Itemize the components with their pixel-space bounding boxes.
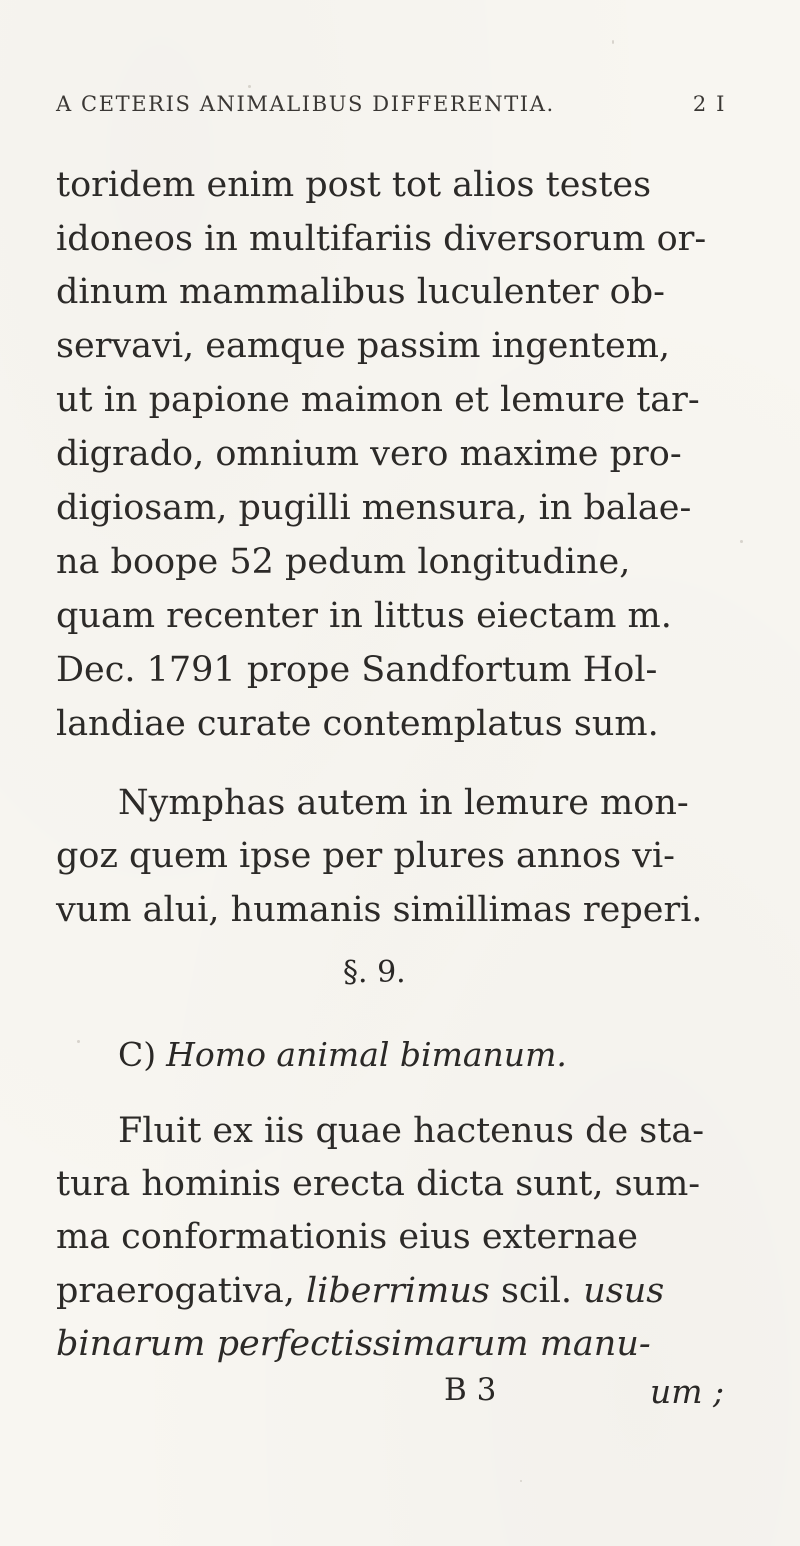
running-head [56, 92, 756, 116]
paragraph-2-line: Nymphas autem in lemure mon- [118, 783, 689, 823]
page-number: 2 I [692, 92, 726, 116]
paragraph-2-line: vum alui, humanis simillimas reperi. [56, 890, 703, 930]
paragraph-1-line: dinum mammalibus luculenter ob- [56, 272, 665, 312]
paragraph-1-line: digrado, omnium vero maxime pro- [56, 434, 682, 474]
paragraph-3-text: praerogativa, [56, 1271, 295, 1311]
paragraph-1-line: na boope 52 pedum longitudine, [56, 542, 631, 582]
catchword: um ; [650, 1372, 725, 1411]
paper-speck [77, 1040, 80, 1043]
paragraph-1-line: servavi, eamque passim ingentem, [56, 326, 671, 366]
paragraph-1-line: digiosam, pugilli mensura, in balae- [56, 488, 692, 528]
paragraph-3-text: scil. [500, 1271, 573, 1311]
paragraph-3-line: Fluit ex iis quae hactenus de sta- [118, 1111, 705, 1151]
paragraph-3-line: binarum perfectissimarum manu- [56, 1324, 651, 1364]
paragraph-1-line: landiae curate contemplatus sum. [56, 704, 659, 744]
paragraph-1-line: Dec. 1791 prope Sandfortum Hol- [56, 650, 658, 690]
paper-speck [520, 1480, 522, 1482]
paragraph-3-italic: liberrimus [305, 1271, 490, 1311]
paragraph-1-line: ut in papione maimon et lemure tar- [56, 380, 700, 420]
paragraph-3-line: tura hominis erecta dicta sunt, sum- [56, 1164, 701, 1204]
signature-mark: B 3 [444, 1372, 497, 1408]
subheading-title: Homo animal bimanum. [166, 1035, 567, 1074]
paper-speck [248, 85, 251, 88]
paragraph-3-italic: usus [583, 1271, 665, 1311]
paper-speck [612, 40, 614, 44]
paragraph-3-line: ma conformationis eius externae [56, 1217, 638, 1257]
paragraph-2-line: goz quem ipse per plures annos vi- [56, 836, 675, 876]
paragraph-1-line: idoneos in multifariis diversorum or- [56, 219, 707, 259]
subheading [118, 1035, 567, 1074]
paragraph-3-line [56, 1271, 665, 1311]
running-head-title: A CETERIS ANIMALIBUS DIFFERENTIA. [56, 92, 555, 116]
paper-speck [740, 540, 743, 543]
paragraph-1-line: toridem enim post tot alios testes [56, 165, 652, 205]
paragraph-1-line: quam recenter in littus eiectam m. [56, 596, 672, 636]
subheading-label: C) [118, 1035, 157, 1074]
section-mark: §. 9. [343, 955, 406, 990]
